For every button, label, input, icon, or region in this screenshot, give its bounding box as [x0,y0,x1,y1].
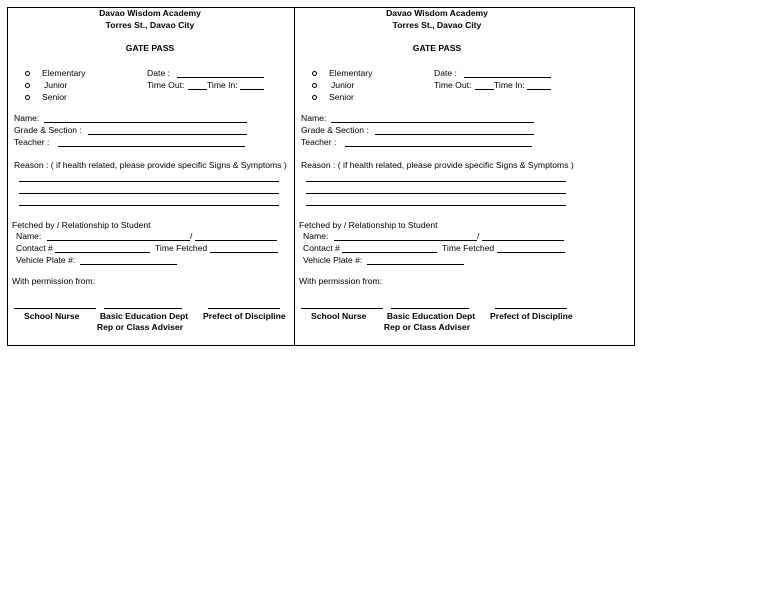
prefect-signature-line[interactable] [495,308,567,309]
dept-label-line2: Rep or Class Adviser [383,322,471,332]
dept-label-line2: Rep or Class Adviser [96,322,184,332]
date-label: Date : [147,68,170,78]
fetcher-name-label: Name: [303,231,329,241]
level-senior-label: Senior [42,92,67,102]
elementary-bullet-icon[interactable] [312,71,317,76]
nurse-signature-line[interactable] [301,308,383,309]
school-nurse-label: School Nurse [311,311,367,321]
time-in-field[interactable] [240,89,264,90]
dept-label-line1: Basic Education Dept [99,311,189,321]
level-senior-label: Senior [329,92,354,102]
reason-line-3[interactable] [306,205,566,206]
time-fetched-label: Time Fetched [155,243,208,253]
time-out-label: Time Out: [147,80,185,90]
senior-bullet-icon[interactable] [312,95,317,100]
dept-signature-line[interactable] [391,308,469,309]
vehicle-plate-field[interactable] [80,264,177,265]
nurse-signature-line[interactable] [14,308,96,309]
reason-line-2[interactable] [306,193,566,194]
grade-section-label: Grade & Section : [301,125,369,135]
vehicle-plate-label: Vehicle Plate #: [16,255,76,265]
grade-section-label: Grade & Section : [14,125,82,135]
prefect-label: Prefect of Discipline [490,311,573,321]
date-label: Date : [434,68,457,78]
time-out-field[interactable] [475,89,494,90]
time-out-label: Time Out: [434,80,472,90]
fetcher-name-label: Name: [16,231,42,241]
school-address: Torres St., Davao City [392,20,482,30]
student-name-field[interactable] [331,122,534,123]
reason-line-1[interactable] [19,181,279,182]
student-name-label: Name: [14,113,40,123]
time-in-field[interactable] [527,89,551,90]
contact-label: Contact # [303,243,340,253]
fetcher-slash: / [477,231,480,241]
school-address: Torres St., Davao City [105,20,195,30]
time-fetched-label: Time Fetched [442,243,495,253]
reason-label: Reason : ( if health related, please provide specific Signs & Symptoms ) [301,160,574,170]
grade-section-field[interactable] [375,134,534,135]
reason-label: Reason : ( if health related, please provide specific Signs & Symptoms ) [14,160,287,170]
date-field[interactable] [177,77,264,78]
reason-line-1[interactable] [306,181,566,182]
senior-bullet-icon[interactable] [25,95,30,100]
teacher-label: Teacher : [14,137,50,147]
fetcher-name-field[interactable] [47,240,190,241]
school-nurse-label: School Nurse [24,311,80,321]
student-name-field[interactable] [44,122,247,123]
level-junior-label: Junior [331,80,355,90]
junior-bullet-icon[interactable] [312,83,317,88]
relationship-field[interactable] [482,240,564,241]
date-field[interactable] [464,77,551,78]
teacher-field[interactable] [345,146,532,147]
time-fetched-field[interactable] [210,252,278,253]
permission-label: With permission from: [12,276,96,286]
teacher-label: Teacher : [301,137,337,147]
contact-label: Contact # [16,243,53,253]
fetched-by-label: Fetched by / Relationship to Student [12,220,151,230]
reason-line-2[interactable] [19,193,279,194]
teacher-field[interactable] [58,146,245,147]
school-name: Davao Wisdom Academy [386,8,488,18]
contact-field[interactable] [55,252,150,253]
level-elementary-label: Elementary [329,68,373,78]
student-name-label: Name: [301,113,327,123]
dept-label-line1: Basic Education Dept [386,311,476,321]
gate-pass-right [297,8,583,344]
gate-pass-left [10,8,296,344]
prefect-label: Prefect of Discipline [203,311,286,321]
fetcher-slash: / [190,231,193,241]
permission-label: With permission from: [299,276,383,286]
prefect-signature-line[interactable] [208,308,280,309]
grade-section-field[interactable] [88,134,247,135]
fetcher-name-field[interactable] [334,240,477,241]
vehicle-plate-label: Vehicle Plate #: [303,255,363,265]
level-junior-label: Junior [44,80,68,90]
time-in-label: Time In: [207,80,238,90]
time-out-field[interactable] [188,89,207,90]
reason-line-3[interactable] [19,205,279,206]
junior-bullet-icon[interactable] [25,83,30,88]
vehicle-plate-field[interactable] [367,264,464,265]
contact-field[interactable] [342,252,437,253]
dept-signature-line[interactable] [104,308,182,309]
form-title: GATE PASS [125,43,175,53]
time-fetched-field[interactable] [497,252,565,253]
time-in-label: Time In: [494,80,525,90]
fetched-by-label: Fetched by / Relationship to Student [299,220,438,230]
elementary-bullet-icon[interactable] [25,71,30,76]
form-title: GATE PASS [412,43,462,53]
relationship-field[interactable] [195,240,277,241]
school-name: Davao Wisdom Academy [99,8,201,18]
level-elementary-label: Elementary [42,68,86,78]
